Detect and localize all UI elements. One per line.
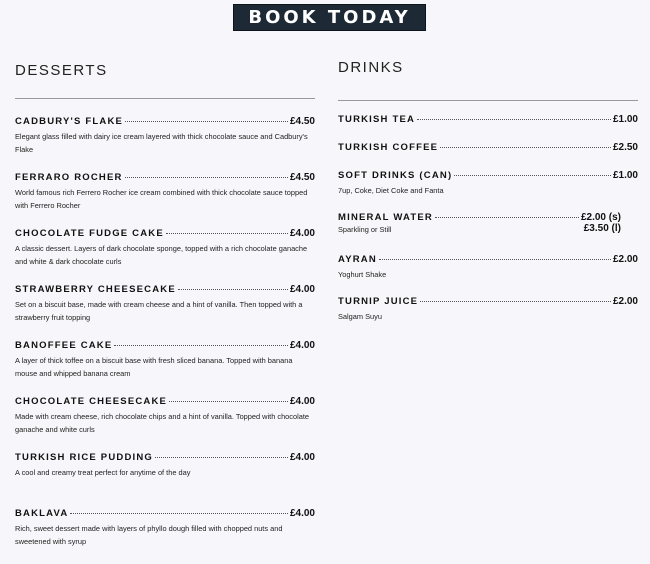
dessert-name: CHOCOLATE CHEESECAKE [15, 396, 168, 407]
leader-dots [178, 289, 288, 290]
drink-price: £1.00 [612, 114, 638, 125]
leader-dots [417, 119, 611, 120]
dessert-name: BANOFFEE CAKE [15, 340, 113, 351]
dessert-item [15, 508, 315, 564]
dessert-description: Elegant glass filled with dairy ice cream layered with thick chocolate sauce and Cadbury's Flake [15, 132, 308, 154]
drink-price: £2.50 [612, 142, 638, 153]
dessert-price: £4.50 [289, 172, 315, 183]
dessert-price: £4.00 [289, 396, 315, 407]
leader-dots [125, 121, 288, 122]
drink-item [338, 254, 638, 296]
drink-price: £1.00 [612, 170, 638, 181]
dessert-item [15, 284, 315, 340]
drink-name: TURKISH COFFEE [338, 142, 439, 153]
dessert-name: TURKISH RICE PUDDING [15, 452, 154, 463]
drink-name: TURNIP JUICE [338, 296, 419, 307]
drink-item [338, 170, 638, 212]
book-today-button[interactable]: BOOK TODAY [233, 4, 426, 31]
drinks-list [338, 114, 638, 338]
dessert-description: Set on a biscuit base, made with cream cheese and a hint of vanilla. Then topped with a strawberry fruit topping [15, 300, 303, 322]
leader-dots [166, 233, 288, 234]
dessert-item [15, 452, 315, 508]
drink-description: Sparkling or Still [338, 225, 392, 234]
dessert-name: CADBURY'S FLAKE [15, 116, 124, 127]
leader-dots [114, 345, 288, 346]
dessert-description: A cool and creamy treat perfect for anytime of the day [15, 468, 191, 477]
dessert-price: £4.50 [289, 116, 315, 127]
dessert-description: A classic dessert. Layers of dark chocolate sponge, topped with a rich chocolate ganache and white & dark chocolate curls [15, 244, 308, 266]
leader-dots [155, 457, 288, 458]
drink-name: AYRAN [338, 254, 377, 265]
drink-price: £2.00 (s) [580, 212, 621, 223]
dessert-price: £4.00 [289, 452, 315, 463]
dessert-item [15, 396, 315, 452]
drinks-divider [338, 100, 638, 101]
dessert-item [15, 228, 315, 284]
drink-price-large: £3.50 (l) [583, 223, 621, 234]
dessert-item [15, 340, 315, 396]
desserts-divider [15, 98, 315, 99]
desserts-list [15, 116, 315, 564]
leader-dots [440, 147, 611, 148]
drinks-title: DRINKS [338, 59, 404, 76]
dessert-description: Rich, sweet dessert made with layers of phyllo dough filled with chopped nuts and sweetened with syrup [15, 524, 283, 546]
dessert-name: CHOCOLATE FUDGE CAKE [15, 228, 164, 239]
drink-description: 7up, Coke, Diet Coke and Fanta [338, 186, 444, 195]
dessert-item [15, 172, 315, 228]
leader-dots [379, 259, 611, 260]
drink-name: SOFT DRINKS (CAN) [338, 170, 453, 181]
dessert-price: £4.00 [289, 228, 315, 239]
drink-price: £2.00 [612, 296, 638, 307]
desserts-title: DESSERTS [15, 62, 108, 79]
dessert-item [15, 116, 315, 172]
drink-price: £2.00 [612, 254, 638, 265]
dessert-name: BAKLAVA [15, 508, 69, 519]
dessert-name: STRAWBERRY CHEESECAKE [15, 284, 176, 295]
drink-item [338, 296, 638, 338]
dessert-price: £4.00 [289, 284, 315, 295]
dessert-price: £4.00 [289, 508, 315, 519]
drink-description: Salgam Suyu [338, 312, 382, 321]
dessert-description: World famous rich Ferrero Rocher ice cream combined with thick chocolate sauce topped with Ferrero Rocher [15, 188, 308, 210]
leader-dots [125, 177, 288, 178]
drink-item [338, 114, 638, 142]
leader-dots [420, 301, 611, 302]
leader-dots [435, 217, 579, 218]
dessert-description: A layer of thick toffee on a biscuit base with fresh sliced banana. Topped with banana mouse and whipped banana cream [15, 356, 293, 378]
leader-dots [454, 175, 611, 176]
dessert-name: FERRARO ROCHER [15, 172, 123, 183]
drink-name: MINERAL WATER [338, 212, 433, 223]
drink-item [338, 212, 638, 254]
leader-dots [169, 401, 288, 402]
drink-name: TURKISH TEA [338, 114, 416, 125]
leader-dots [70, 513, 288, 514]
drink-description: Yoghurt Shake [338, 270, 387, 279]
dessert-price: £4.00 [289, 340, 315, 351]
drink-item [338, 142, 638, 170]
dessert-description: Made with cream cheese, rich chocolate chips and a hint of vanilla. Topped with chocolate ganache and white curls [15, 412, 310, 434]
